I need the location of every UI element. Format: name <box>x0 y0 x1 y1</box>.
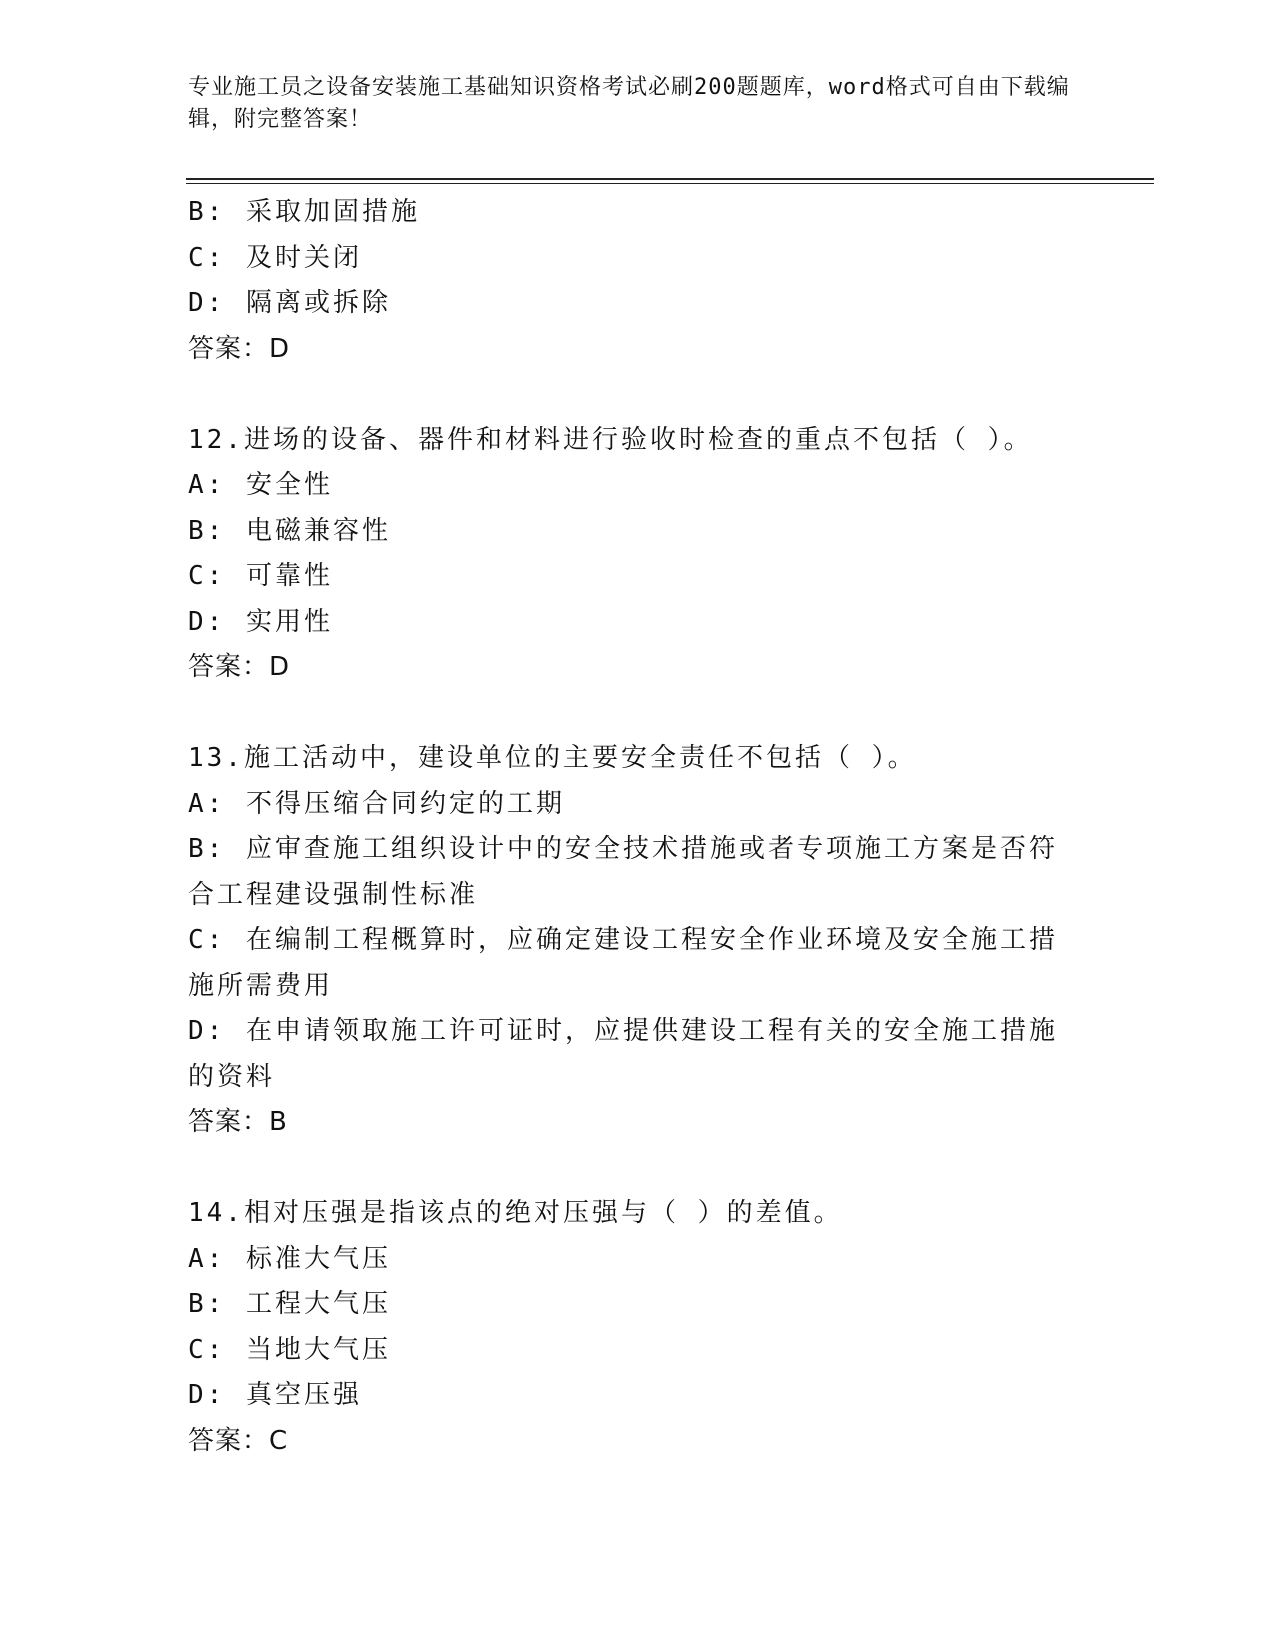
answer: 答案：B <box>188 1107 288 1137</box>
option-a: A: 安全性 <box>188 470 333 500</box>
option-b: B: 应审查施工组织设计中的安全技术措施或者专项施工方案是否符合工程建设强制性标准 <box>188 834 1058 910</box>
question-14 <box>188 1191 1083 1464</box>
answer: 答案：C <box>188 1425 289 1456</box>
option-b: B: 电磁兼容性 <box>188 515 391 546</box>
option-d: D: 隔离或拆除 <box>188 288 391 318</box>
spacer <box>188 372 1083 418</box>
spacer <box>188 691 1083 737</box>
question-stem: 12.进场的设备、器件和材料进行验收时检查的重点不包括（ ）。 <box>188 424 1033 455</box>
option-d: D: 在申请领取施工许可证时，应提供建设工程有关的安全施工措施的资料 <box>188 1016 1058 1092</box>
question-12 <box>188 418 1083 691</box>
question-13 <box>188 736 1083 1146</box>
option-c: C: 在编制工程概算时，应确定建设工程安全作业环境及安全施工措施所需费用 <box>188 925 1058 1001</box>
header-divider-thick <box>186 178 1154 180</box>
option-d: D: 真空压强 <box>188 1380 362 1410</box>
option-a: A: 标准大气压 <box>188 1243 391 1274</box>
option-c: C: 可靠性 <box>188 561 333 591</box>
option-d: D: 实用性 <box>188 606 333 637</box>
option-c: C: 当地大气压 <box>188 1334 391 1365</box>
option-a: A: 不得压缩合同约定的工期 <box>188 788 565 819</box>
question-content <box>188 190 1083 1464</box>
question-11-continued <box>188 190 1083 372</box>
header-text: 专业施工员之设备安装施工基础知识资格考试必刷200题题库，word格式可自由下载编辑，附完整答案！ <box>188 75 1070 132</box>
header-divider-thin <box>186 183 1154 184</box>
option-c: C: 及时关闭 <box>188 242 362 273</box>
question-stem: 13.施工活动中，建设单位的主要安全责任不包括（ ）。 <box>188 743 917 773</box>
answer: 答案：D <box>188 652 291 682</box>
answer: 答案：D <box>188 333 291 364</box>
option-b: B: 工程大气压 <box>188 1289 391 1319</box>
document-header <box>188 72 1088 136</box>
spacer <box>188 1146 1083 1192</box>
question-stem: 14.相对压强是指该点的绝对压强与（ ）的差值。 <box>188 1198 843 1228</box>
option-b: B: 采取加固措施 <box>188 197 420 227</box>
